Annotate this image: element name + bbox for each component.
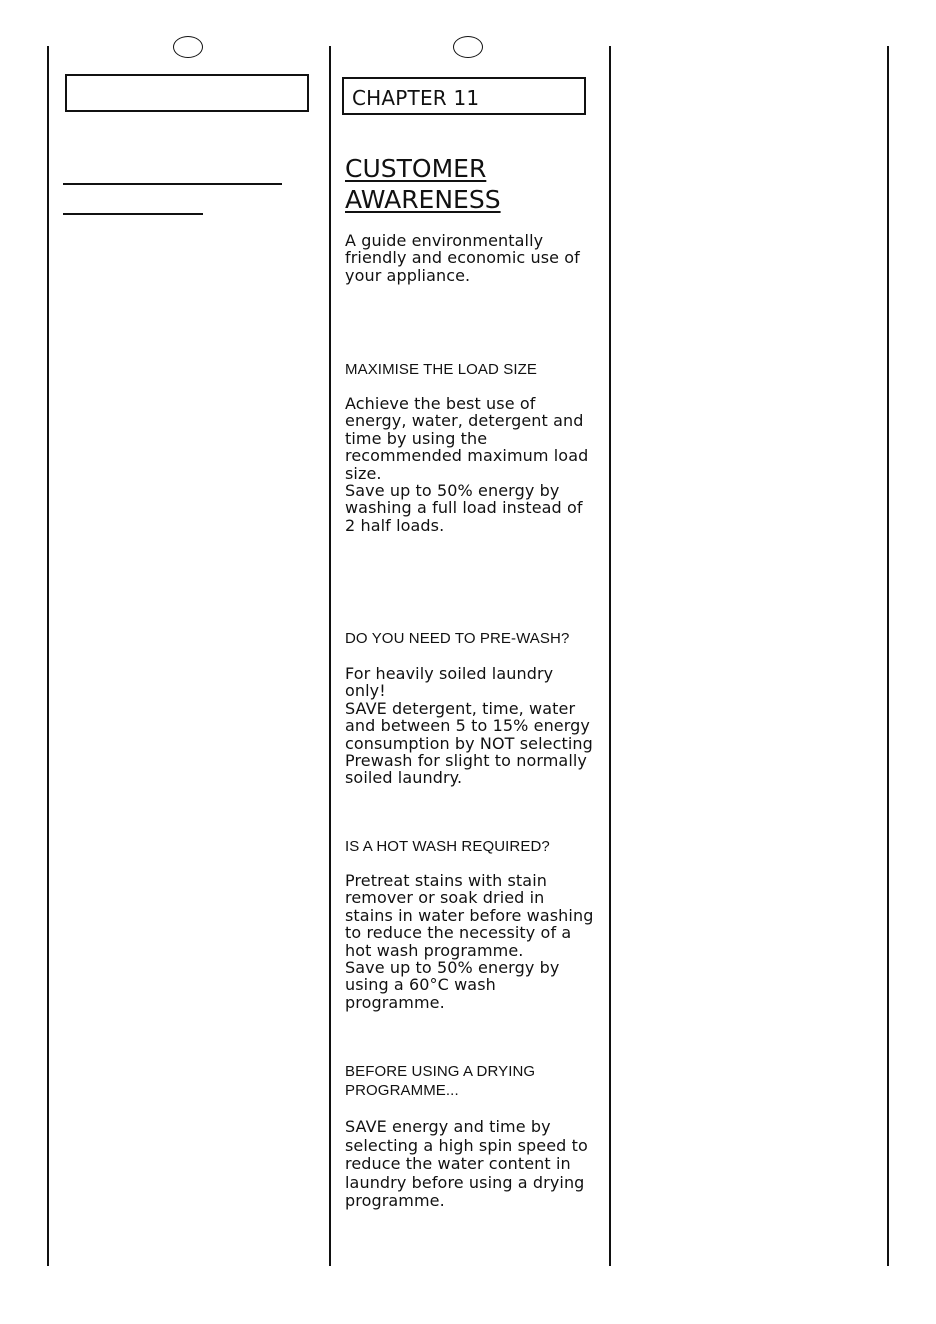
title-underline-1	[63, 183, 282, 185]
column-divider-middle	[329, 46, 331, 1266]
chapter-label: CHAPTER 11	[342, 77, 586, 115]
chapter-box-empty	[65, 74, 309, 112]
page-title-line-2: AWARENESS	[345, 185, 501, 214]
section-body: SAVE energy and time by selecting a high spin speed to reduce the water content in laundry before using a drying programme.	[345, 1117, 588, 1211]
section-heading: IS A HOT WASH REQUIRED?	[345, 838, 550, 855]
intro-text: A guide environmentally friendly and economic use of your appliance.	[345, 231, 580, 285]
page-title	[345, 153, 501, 215]
column-divider-left	[47, 46, 49, 1266]
column-divider-far-right	[887, 46, 889, 1266]
section-body: Achieve the best use of energy, water, detergent and time by using the recommended maximum load size. Save up to 50% energy by washing a full load instead of 2 half loads.	[345, 394, 589, 535]
section-body: Pretreat stains with stain remover or soak dried in stains in water before washing to reduce the necessity of a hot wash programme. Save up to 50% energy by using a 60°C wash programme.	[345, 871, 594, 1012]
column-divider-right	[609, 46, 611, 1266]
language-circle-left	[173, 36, 203, 58]
page-title-line-1: CUSTOMER	[345, 154, 487, 183]
section-heading: MAXIMISE THE LOAD SIZE	[345, 361, 537, 378]
language-circle-right	[453, 36, 483, 58]
section-body: For heavily soiled laundry only! SAVE detergent, time, water and between 5 to 15% energy consumption by NOT selecting Prewash for slight to normally soiled laundry.	[345, 664, 593, 788]
section-heading: BEFORE USING A DRYING PROGRAMME...	[345, 1063, 536, 1099]
section-heading: DO YOU NEED TO PRE-WASH?	[345, 630, 570, 647]
title-underline-2	[63, 213, 203, 215]
